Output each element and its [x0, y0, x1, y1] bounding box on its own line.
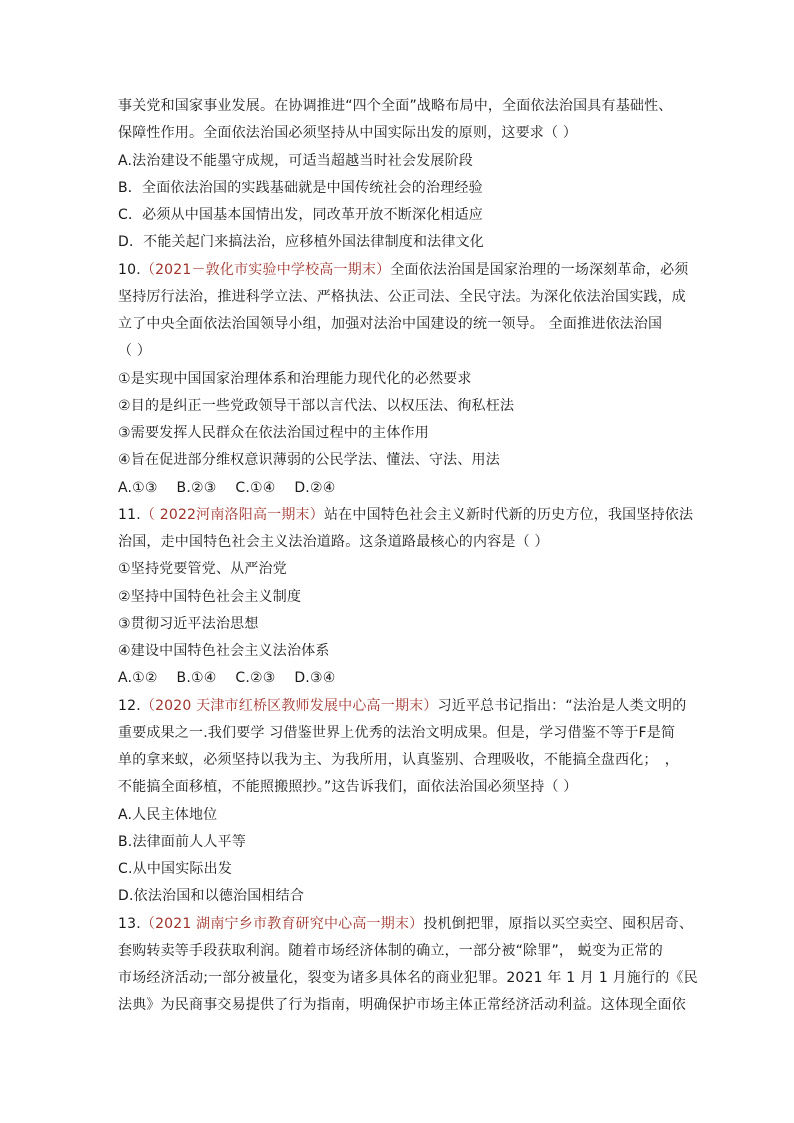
- q10-blank: （ ）: [118, 343, 152, 359]
- q10-statement-3: ③需要发挥人民群众在依法治国过程中的主体作用: [118, 425, 429, 441]
- q10-source: （2021－敦化市实验中学校高一期末）: [140, 262, 391, 278]
- q13-stem-line: 套购转卖等手段获取利润。随着市场经济体制的确立，一部分被“除罪”， 蜕变为正常的: [118, 943, 663, 959]
- q10-stem-first: 全面依法治国是国家治理的一场深刻革命，必须: [390, 262, 689, 278]
- q12-stem-line: 单的拿来蚁，必须坚持以我为主、为我所用，认真鉴别、合理吸收，不能搞全盘西化； ，: [118, 752, 679, 768]
- q10-statement-4: ④旨在促进部分维权意识薄弱的公民学法、懂法、守法、用法: [118, 452, 500, 468]
- q11-number: 11.: [118, 507, 141, 523]
- q12-stem-line: 不能搞全面移植，不能照搬照抄。”这告诉我们，面依法治国必须坚持（ ）: [118, 779, 578, 795]
- q13-stem-line: 市场经济活动;一部分被量化，裂变为诸多具体名的商业犯罪。2021 年 1 月 1 月施行的《民: [118, 970, 698, 986]
- q9-stem-line: 保障性作用。全面依法治国必须坚持从中国实际出发的原则，这要求（ ）: [118, 125, 578, 141]
- q11-statement-4: ④建设中国特色社会主义法治体系: [118, 643, 330, 659]
- q11-statement-2: ②坚持中国特色社会主义制度: [118, 589, 302, 605]
- q11-source: （ 2022河南洛阳高一期末）: [140, 507, 324, 523]
- q11-stem-line: 治国，走中国特色社会主义法治道路。这条道路最核心的内容是（ ）: [118, 534, 549, 550]
- q12-option-b: B.法律面前人人平等: [118, 834, 247, 850]
- q13-source: （2021 湖南宁乡市教育研究中心高一期末）: [140, 916, 424, 932]
- q12-number: 12.: [118, 698, 141, 714]
- q12-source: （2020 天津市红桥区教师发展中心高一期末）: [140, 698, 438, 714]
- q13-stem-first: 投机倒把罪，原指以买空卖空、囤积居奇、: [423, 916, 694, 932]
- q9-option-a: A.法治建设不能墨守成规，可适当超越当时社会发展阶段: [118, 153, 473, 169]
- q10-statement-1: ①是实现中国国家治理体系和治理能力现代化的必然要求: [118, 371, 472, 387]
- q11-stem-first: 站在中国特色社会主义新时代新的历史方位，我国坚持依法: [323, 507, 694, 523]
- q13-heading: [118, 914, 693, 934]
- q10-stem-line: 立了中央全面依法治国领导小组，加强对法治中国建设的统一领导。 全面推进依法治国: [118, 316, 663, 332]
- q12-stem-line: 重要成果之一.我们要学 习借鉴世界上优秀的法治文明成果。但是，学习借鉴不等于F是简: [118, 725, 676, 741]
- q10-stem-line: 坚持厉行法治，推进科学立法、严格执法、公正司法、全民守法。为深化依法治国实践，成: [118, 289, 686, 305]
- q11-heading: [118, 505, 693, 525]
- q10-answer-choices: A.①③ B.②③ C.①④ D.②④: [118, 480, 336, 496]
- q11-answer-choices: A.①② B.①④ C.②③ D.③④: [118, 670, 336, 686]
- q9-option-b: B．全面依法治国的实践基础就是中国传统社会的治理经验: [118, 180, 483, 196]
- q13-stem-line: 法典》为民商事交易提供了行为指南，明确保护市场主体正常经济活动利益。这体现全面依: [118, 997, 686, 1013]
- q13-number: 13.: [118, 916, 141, 932]
- q10-number: 10.: [118, 262, 141, 278]
- q12-option-a: A.人民主体地位: [118, 807, 218, 823]
- q12-stem-first: 习近平总书记指出：“法治是人类文明的: [437, 698, 687, 714]
- q12-heading: [118, 696, 686, 716]
- q12-option-c: C.从中国实际出发: [118, 861, 233, 877]
- q10-heading: [118, 260, 689, 280]
- q10-statement-2: ②目的是纠正一些党政领导干部以言代法、以权压法、徇私枉法: [118, 398, 515, 414]
- q9-option-c: C．必须从中国基本国情出发，同改革开放不断深化相适应: [118, 207, 483, 223]
- q11-statement-1: ①坚持党要管党、从严治党: [118, 561, 287, 577]
- q9-option-d: D．不能关起门来搞法治，应移植外国法律制度和法律文化: [118, 234, 484, 250]
- q9-stem-line: 事关党和国家事业发展。在协调推进“四个全面”战略布局中，全面依法治国具有基础性、: [118, 98, 673, 114]
- q12-option-d: D.依法治国和以德治国相结合: [118, 888, 305, 904]
- q11-statement-3: ③贯彻习近平法治思想: [118, 616, 259, 632]
